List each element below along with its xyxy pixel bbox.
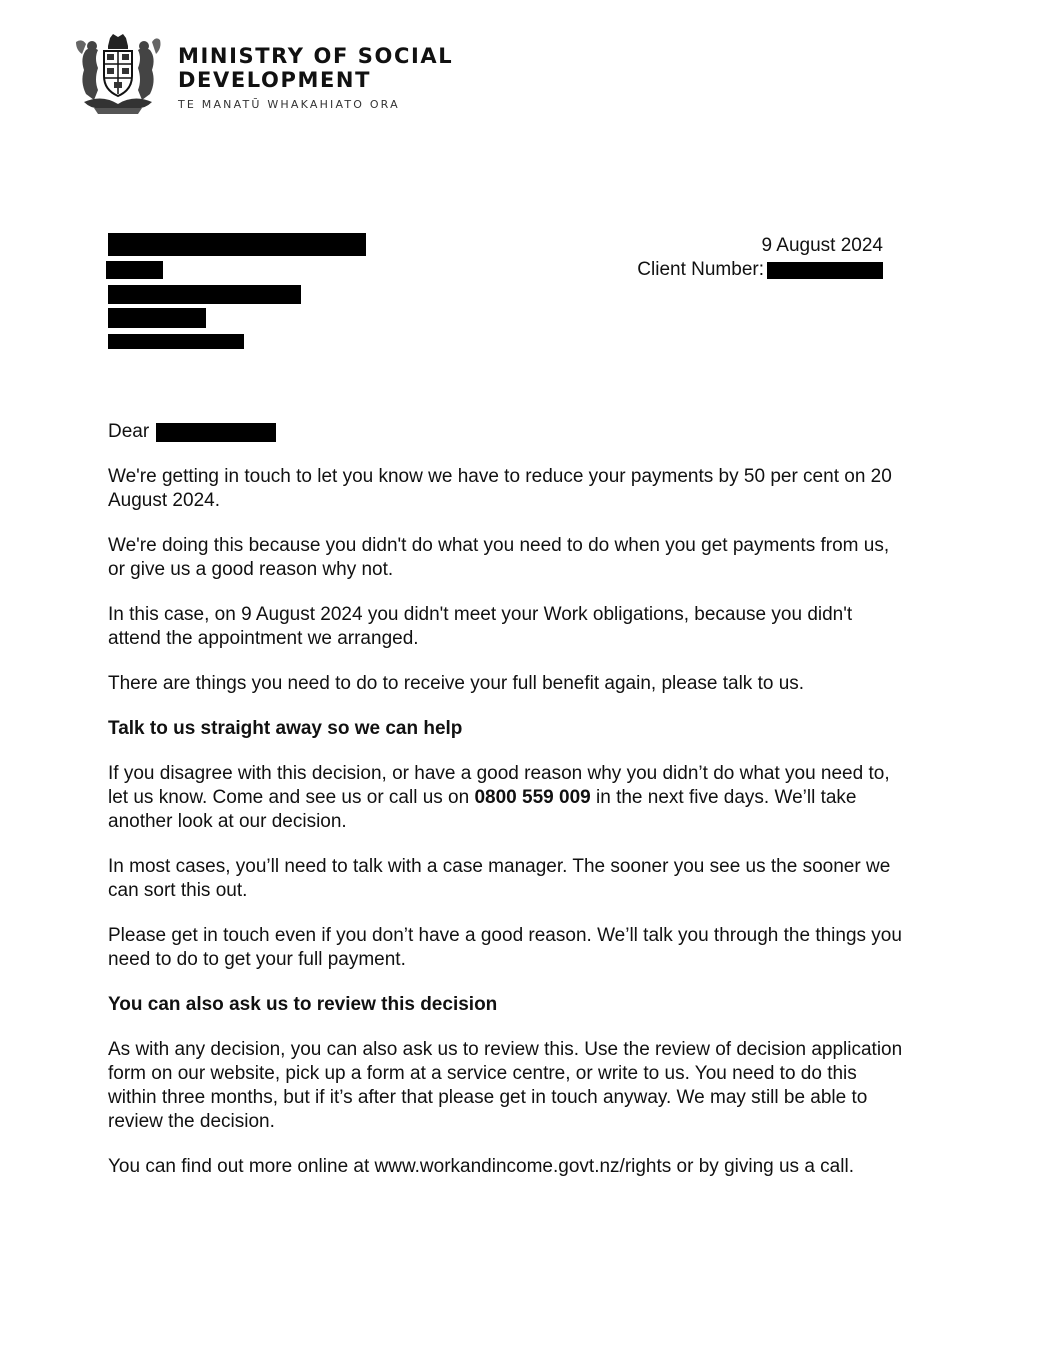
client-number-label: Client Number: [637,259,764,280]
redacted-address-line-1 [108,233,366,256]
redacted-address-line-4 [108,308,206,328]
paragraph-review: As with any decision, you can also ask us to review this. Use the review of decision application form on our website, pick up a form at a service centre, or write to us. You need to do this within three months, but if it’s after that please get in touch anyway. We may still be able to review the decision. [108,1039,903,1132]
redacted-address-line-5 [108,334,244,349]
redacted-recipient-name [156,423,276,442]
letter-meta [637,234,883,282]
letterhead [72,34,453,116]
paragraph-payment-reduction: We're getting in touch to let you know we have to reduce your payments by 50 per cent on 20 August 2024. [108,466,892,511]
paragraph-work-obligations: In this case, on 9 August 2024 you didn't meet your Work obligations, because you didn't attend the appointment we arranged. [108,604,853,649]
org-name-line1: MINISTRY OF SOCIAL [178,44,454,68]
salutation [108,420,908,444]
paragraph-find-out-more: You can find out more online at www.workandincome.govt.nz/rights or by giving us a call. [108,1156,854,1177]
paragraph-disagree [108,762,908,834]
redacted-address-line-2 [106,261,163,279]
heading-talk-to-us: Talk to us straight away so we can help [108,718,463,739]
heading-review-decision: You can also ask us to review this decision [108,994,498,1015]
paragraph-get-in-touch: Please get in touch even if you don’t have a good reason. We’ll talk you through the things you need to do to get your full payment. [108,925,902,970]
redacted-address-line-3 [108,285,301,304]
disagree-text-end: in the next five days. We’ll take another look at our decision. [108,787,857,832]
letter-date: 9 August 2024 [761,235,883,256]
paragraph-full-benefit: There are things you need to do to receive your full benefit again, please talk to us. [108,673,805,694]
paragraph-reason: We're doing this because you didn't do what you need to do when you get payments from us, or give us a good reason why not. [108,535,890,580]
org-name-maori: TE MANATŪ WHAKAHIATO ORA [178,98,400,111]
salutation-text: Dear [108,421,150,442]
phone-number: 0800 559 009 [474,787,591,808]
org-name-line2: DEVELOPMENT [178,68,371,92]
disagree-text-start: If you disagree with this decision, or have a good reason why you didn’t do what you need to, let us know. Come and see us or call us on [108,763,890,808]
letter-body [108,420,908,1200]
nz-coat-of-arms-icon [72,34,164,116]
organisation-name [178,44,453,111]
redacted-client-number [767,262,883,279]
paragraph-case-manager: In most cases, you’ll need to talk with a case manager. The sooner you see us the sooner we can sort this out. [108,856,891,901]
client-number-row [637,258,883,282]
